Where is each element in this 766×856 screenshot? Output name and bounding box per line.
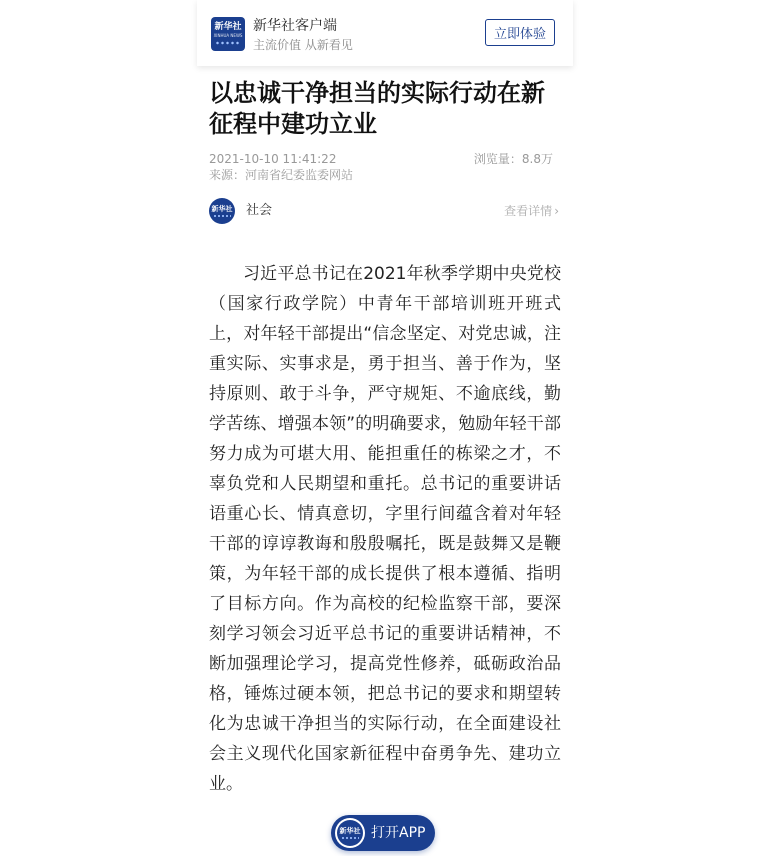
- channel-avatar-text: 新华社: [211, 204, 233, 213]
- app-slogan: 主流价值 从新看见: [253, 38, 353, 52]
- view-details-link[interactable]: [504, 203, 559, 219]
- view-count: 浏览量：8.8万: [473, 152, 553, 166]
- article-title: 以忠诚干净担当的实际行动在新征程中建功立业: [209, 79, 545, 138]
- view-details-label: 查看详情: [504, 204, 553, 218]
- channel-avatar-dots: [213, 214, 231, 218]
- open-app-button[interactable]: [331, 815, 435, 851]
- article-page: [197, 0, 573, 856]
- article-body: 习近平总书记在2021年秋季学期中央党校（国家行政学院）中青年干部培训班开班式上，对年轻干部提出“信念坚定、对党忠诚，注重实际、实事求是，勇于担当、善于作为，坚持原则、敢于斗争，严守规矩、不逾底线，勤学苦练、增强本领”的明确要求，勉励年轻干部努力成为可堪大用、能担重任的栋梁之才，不辜负党和人民期望和重托。总书记的重要讲话语重心长、情真意切，字里行间蕴含着对年轻干部的谆谆教诲和殷殷嘱托，既是鼓舞又是鞭策，为年轻干部的成长提供了根本遵循、指明了目标方向。作为高校的纪检监察干部，要深刻学习领会习近平总书记的重要讲话精神，不断加强理论学习，提高党性修养，砥砺政治品格，锤炼过硬本领，把总书记的要求和期望转化为忠诚干净担当的实际行动，在全面建设社会主义现代化国家新征程中奋勇争先、建功立业。: [209, 264, 561, 794]
- logo-dots: [215, 40, 241, 46]
- app-name: 新华社客户端: [253, 18, 337, 34]
- open-app-logo-text: 新华社: [339, 826, 361, 835]
- try-now-button[interactable]: 立即体验: [485, 19, 555, 46]
- logo-subtext: XINHUA NEWS: [213, 33, 243, 38]
- app-download-banner: [197, 0, 573, 66]
- channel-avatar-icon: [209, 198, 235, 224]
- channel-name: 社会: [246, 203, 273, 218]
- article-source: 来源：河南省纪委监委网站: [209, 168, 354, 182]
- channel-row[interactable]: [209, 196, 559, 226]
- xinhua-logo-icon: [211, 17, 245, 51]
- publish-time: 2021-10-10 11:41:22: [209, 152, 337, 166]
- open-app-logo-dots: [341, 836, 359, 840]
- open-app-logo-inner: [337, 820, 363, 846]
- logo-text: 新华社: [214, 22, 242, 32]
- open-app-logo-icon: [335, 818, 365, 848]
- chevron-right-icon: ›: [554, 204, 559, 218]
- open-app-label: 打开APP: [371, 825, 426, 841]
